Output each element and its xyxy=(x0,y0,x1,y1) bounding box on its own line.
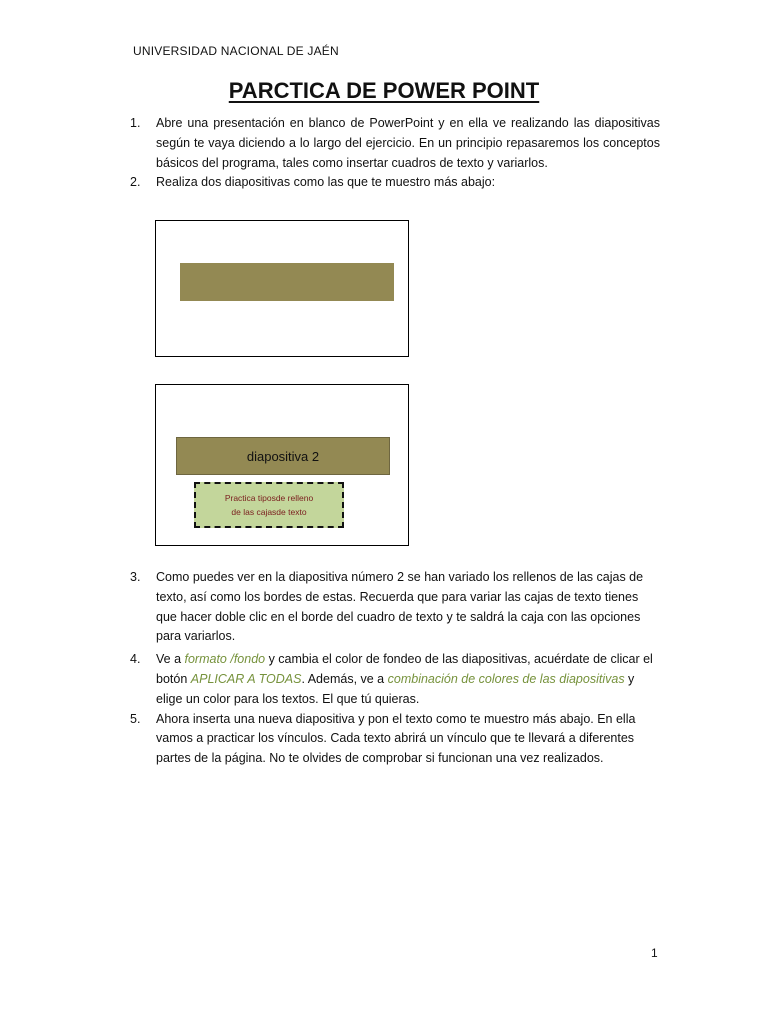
highlight-combinacion-colores: combinación de colores de las diapositivas xyxy=(387,671,625,686)
list-item-text: Ve a xyxy=(156,652,185,667)
list-item-text: Abre una presentación en blanco de PowerPoint y en ella ve realizando las diapositivas según te vaya diciendo a lo largo del ejercicio. En un principio repasaremos los conceptos básicos del programa, tales como insertar cuadros de texto y variarlos. xyxy=(156,116,660,170)
slide-2-dashed-textbox xyxy=(194,482,344,528)
page-title: PARCTICA DE POWER POINT xyxy=(228,78,540,103)
textbox-line-2: de las cajasde texto xyxy=(231,507,307,517)
document-header: UNIVERSIDAD NACIONAL DE JAÉN xyxy=(133,44,339,58)
list-item-5 xyxy=(130,710,660,769)
list-item-text: . Además, ve a xyxy=(301,671,388,686)
list-number: 4. xyxy=(130,652,141,667)
instruction-list-top xyxy=(130,114,660,193)
list-number: 2. xyxy=(130,175,141,190)
list-item-text: Realiza dos diapositivas como las que te muestro más abajo: xyxy=(156,175,496,190)
page-number: 1 xyxy=(651,946,658,960)
slide-2-title-text: diapositiva 2 xyxy=(246,448,320,464)
instruction-list-bottom xyxy=(130,568,660,769)
slide-2-title-box xyxy=(176,437,390,475)
list-item-text: y elige un color para los textos. El que tú quieras. xyxy=(156,671,635,706)
list-number: 3. xyxy=(130,570,141,584)
highlight-aplicar-a-todas: APLICAR A TODAS xyxy=(190,671,302,686)
highlight-formato-fondo: formato /fondo xyxy=(184,652,266,667)
slide-2-preview xyxy=(155,384,409,546)
list-item-2 xyxy=(130,173,660,193)
textbox-line-1: Practica tiposde relleno xyxy=(224,493,314,503)
list-number: 1. xyxy=(130,116,141,130)
list-item-4 xyxy=(130,650,660,709)
list-number: 5. xyxy=(130,711,141,726)
slide-1-preview xyxy=(155,220,409,357)
list-item-text: Como puedes ver en la diapositiva número 2 se han variado los rellenos de las cajas de texto, así como los bordes de estas. Recuerda que para variar las cajas de texto tienes que hacer doble clic en el borde del cuadro de texto y te saldrá la caja con las opciones para variarlos. xyxy=(156,570,644,644)
list-item-text: y cambia el color de fondeo de las diapositivas, acuérdate de clicar el botón xyxy=(156,652,653,686)
list-item-text: Ahora inserta una nueva diapositiva y pon el texto como te muestro más abajo. En ella vamos a practicar los vínculos. Cada texto abrirá un vínculo que te llevará a diferentes partes de la página. No te olvides de comprobar si funcionan una vez realizados. xyxy=(156,711,636,766)
list-item-3 xyxy=(130,568,660,647)
slide-1-title-box xyxy=(180,263,394,301)
list-item-1 xyxy=(130,114,660,173)
